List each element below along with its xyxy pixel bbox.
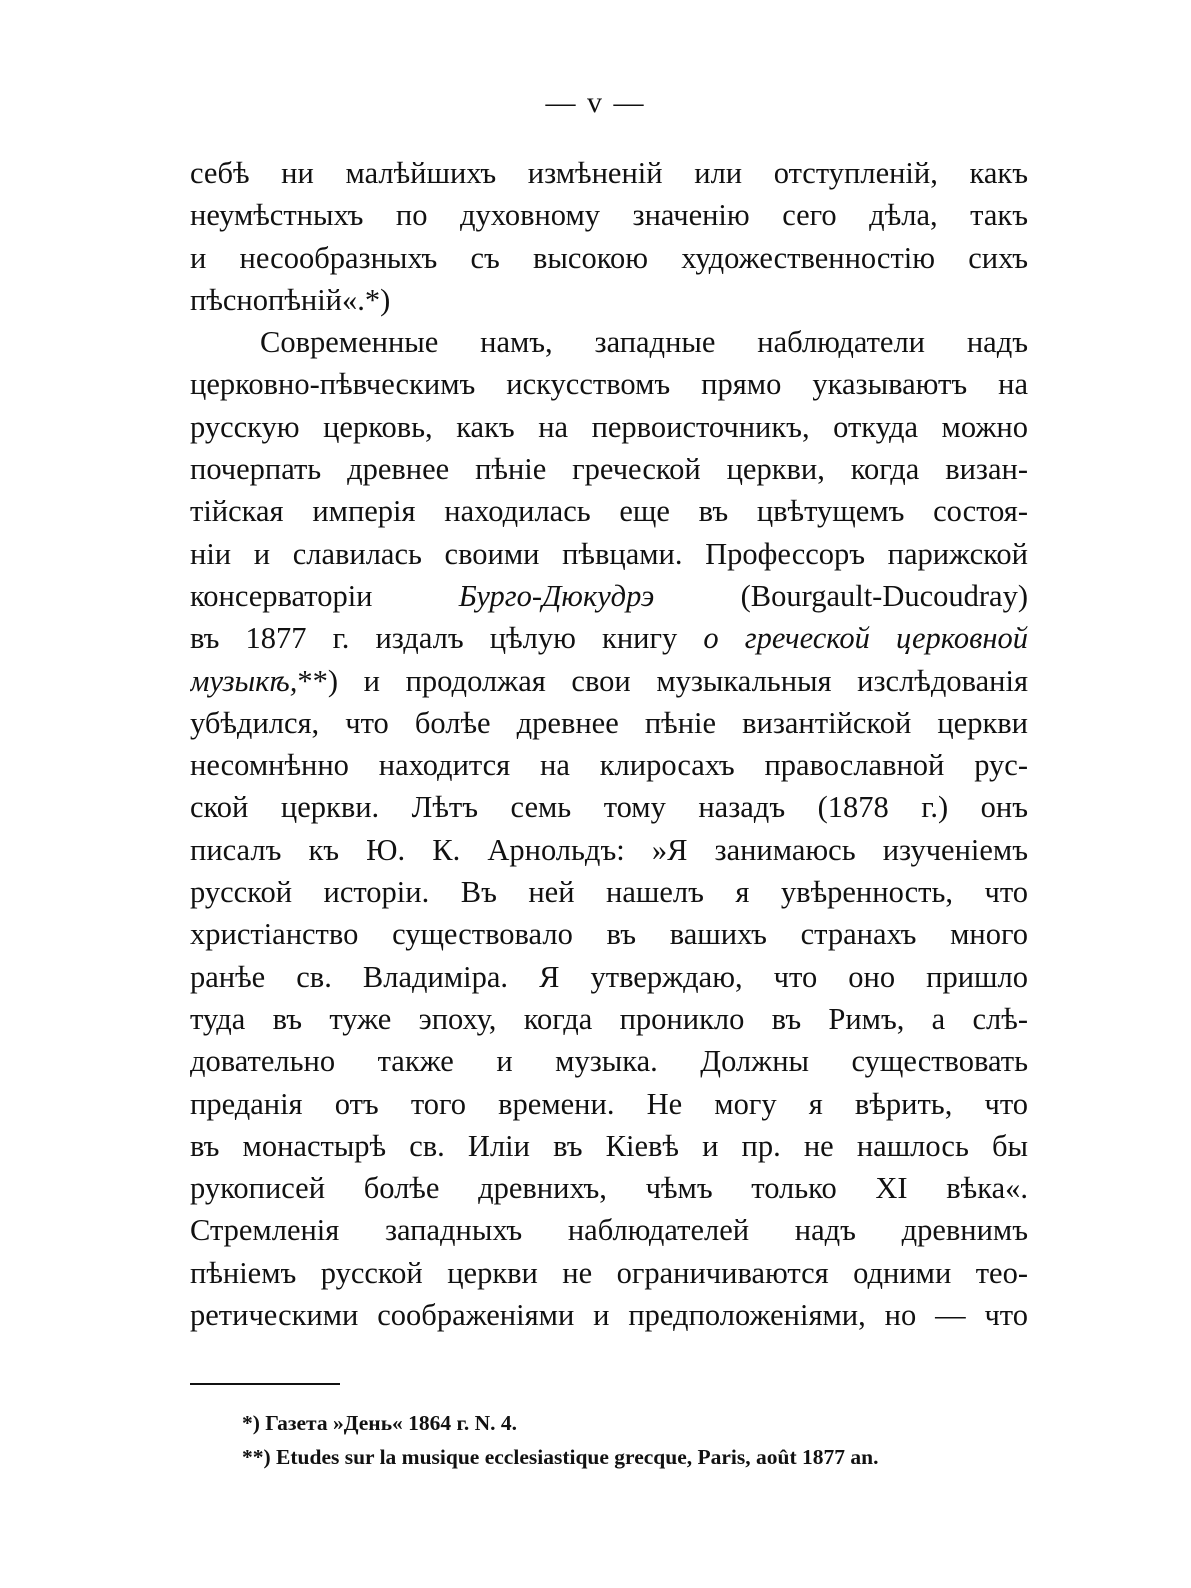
text-line: убѣдился, что болѣе древнее пѣніе византійской церкви [190,705,1028,740]
body-text [190,152,1028,1336]
paragraph-start-line: Современные намъ, западные наблюдатели надъ [260,325,1028,360]
text-line [190,617,1028,659]
text-line: себѣ ни малѣйшихъ измѣненій или отступленій, какъ [190,156,1028,190]
italic-title: о греческой церковной [703,621,1028,656]
footnotes [242,1406,1032,1474]
text-line: ретическими соображеніями и предположеніями, но — что [190,1298,1028,1333]
page-number: — v — [545,86,646,119]
text-line: рукописей болѣе древнихъ, чѣмъ только XI вѣка«. [190,1171,1028,1206]
italic-title: музыкѣ, [190,663,298,698]
text-line: преданія отъ того времени. Не могу я вѣрить, что [190,1086,1028,1121]
text-line: туда въ туже эпоху, когда проникло въ Римъ, а слѣ- [190,1001,1028,1036]
text-line: христіанство существовало въ вашихъ странахъ много [190,917,1028,952]
text-line: ской церкви. Лѣтъ семь тому назадъ (1878 г.) онъ [190,790,1028,825]
text-line: церковно-пѣвческимъ искусствомъ прямо указываютъ на [190,367,1028,402]
text-line: писалъ къ Ю. К. Арнольдъ: »Я занимаюсь изученіемъ [190,832,1028,867]
text-line: въ монастырѣ св. Иліи въ Кіевѣ и пр. не нашлось бы [190,1128,1028,1163]
text-segment: (Bourgault-Ducoudray) [654,578,1028,613]
text-line: Стремленія западныхъ наблюдателей надъ древнимъ [190,1213,1028,1248]
text-segment: **) и продолжая свои музыкальныя изслѣдованія [297,663,1028,698]
text-line: русскую церковь, какъ на первоисточникъ, откуда можно [190,409,1028,444]
text-line: почерпать древнее пѣніе греческой церкви, когда визан- [190,452,1028,487]
footnote-1: *) Газета »День« 1864 г. N. 4. [242,1411,518,1435]
text-segment: въ 1877 г. издалъ цѣлую книгу [190,621,704,656]
text-line: пѣніемъ русской церкви не ограничиваются одними тео- [190,1255,1028,1290]
footnote-2: **) Etudes sur la musique ecclesiastique grecque, Paris, août 1877 an. [242,1445,879,1469]
text-line: тійская имперія находилась еще въ цвѣтущемъ состоя- [190,494,1028,529]
text-line [190,660,1028,702]
text-segment: консерваторіи [190,578,459,613]
italic-name: Бурго-Дюкудрэ [458,578,655,613]
text-line [190,575,1028,617]
text-line: неумѣстныхъ по духовному значенію сего дѣла, такъ [190,198,1028,233]
footnote-divider [190,1383,340,1385]
text-line: и несообразныхъ съ высокою художественностію сихъ [190,240,1028,275]
text-line: ніи и славилась своими пѣвцами. Профессоръ парижской [190,536,1028,571]
text-line: русской исторіи. Въ ней нашелъ я увѣренность, что [190,875,1028,910]
text-line: пѣснопѣній«.*) [190,282,391,317]
text-line: несомнѣнно находится на клиросахъ православной рус- [190,748,1028,783]
text-line: ранѣе св. Владиміра. Я утверждаю, что оно пришло [190,959,1028,994]
text-line: довательно также и музыка. Должны существовать [190,1044,1028,1079]
